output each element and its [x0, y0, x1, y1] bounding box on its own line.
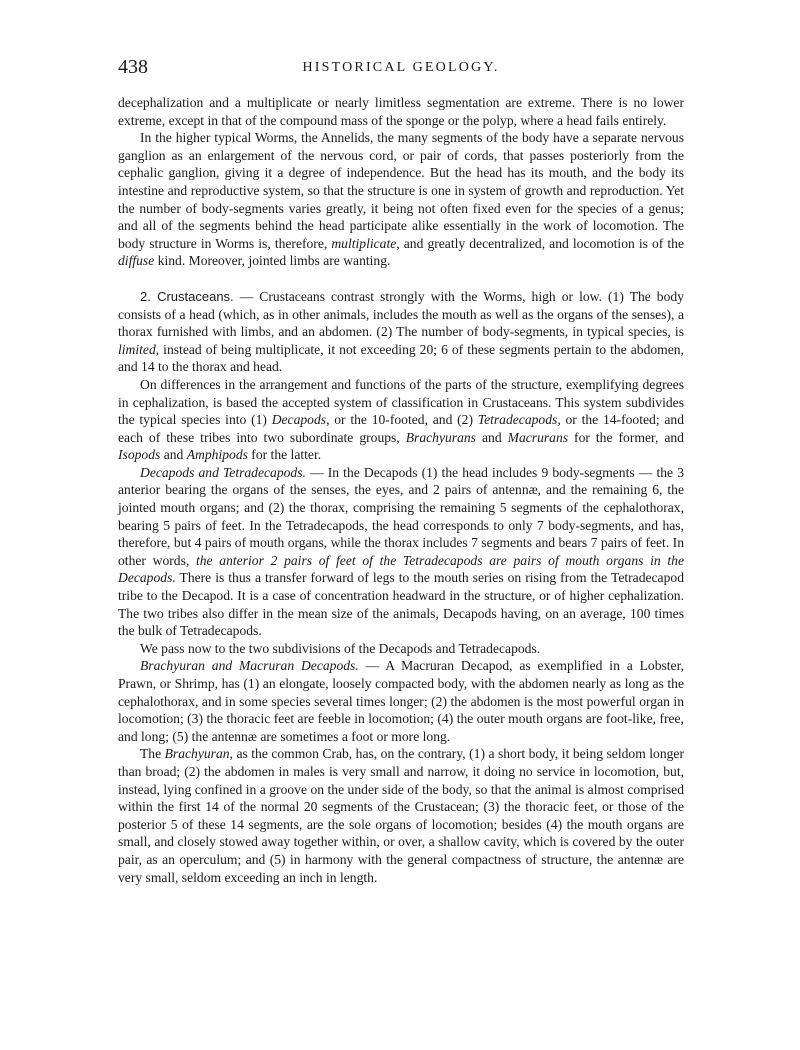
section-gap [118, 270, 684, 288]
running-title: HISTORICAL GEOLOGY. [302, 60, 500, 75]
paragraph-classification: On differences in the arrangement and functions of the parts of the structure, exemplifying degrees in cephalization, is based the accepted system of classification in Crustaceans. This system subdivides the typical species into (1) Decapods, or the 10-footed, and (2) Tetradecapods, or the 14-footed; and each of these tribes into two subordinate groups, Brachyurans and Macrurans for the former, and Isopods and Amphipods for the latter. [118, 376, 684, 463]
paragraph-subdivisions: We pass now to the two subdivisions of the Decapods and Tetradecapods. [140, 640, 541, 656]
section-heading: 2. Crustaceans. [140, 288, 234, 304]
paragraph-decephalization: decephalization and a multiplicate or nearly limitless segmentation are extreme. There is no lower extreme, except in that of the compound mass of the sponge or the polyp, where a head fails entirely. [118, 95, 684, 128]
body-text [118, 94, 684, 886]
paragraph-brachyuran: The Brachyuran, as the common Crab, has, on the contrary, (1) a short body, it being seldom longer than broad; (2) the abdomen in males is very small and narrow, it doing no service in locomotion, but, instead, lying confined in a groove on the under side of the body, so that the animal is almost comprised within the first 14 of the normal 20 segments of the Crustacean; (3) the thoracic feet, or those of the posterior 5 of these 14 segments, are the sole organs of locomotion; besides (4) the mouth organs are small, and closely stowed away together within, or over, a shallow cavity, which is covered by the outer pair, as an operculum; and (5) in harmony with the general compactness of structure, the antennæ are very small, seldom exceeding an inch in length. [118, 746, 684, 885]
page-number: 438 [118, 56, 148, 78]
paragraph-macruran: Brachyuran and Macruran Decapods. — A Macruran Decapod, as exemplified in a Lobster, Prawn, or Shrimp, has (1) an elongate, loosely compacted body, with the abdomen nearly as long as the cephalothorax, and in some species several times longer; (2) the abdomen is the most powerful organ in locomotion; (3) the thoracic feet are feeble in locomotion; (4) the outer mouth organs are foot-like, free, and long; (5) the antennæ are sometimes a foot or more long. [118, 658, 684, 744]
page-header [118, 56, 684, 80]
paragraph-decapods-tetradecapods: Decapods and Tetradecapods. — In the Decapods (1) the head includes 9 body-segments — the 3 anterior bearing the organs of the senses, the eyes, and 2 pairs of antennæ, and the remaining 6, the jointed mouth organs; and (2) the thorax, comprising the remaining 5 segments of the cephalothorax, bearing 5 pairs of feet. In the Tetradecapods, the head corresponds to only 7 body-segments, and has, therefore, but 4 pairs of mouth organs, while the thorax includes 7 segments and bears 7 pairs of feet. In other words, the anterior 2 pairs of feet of the Tetradecapods are pairs of mouth organs in the Decapods. There is thus a transfer forward of legs to the mouth series on rising from the Tetradecapod tribe to the Decapod. It is a case of concentration headward in the structure, or of higher cephalization. The two tribes also differ in the mean size of the animals, Decapods having, on an average, 100 times the bulk of Tetradecapods. [118, 464, 685, 639]
paragraph-annelids: In the higher typical Worms, the Annelids, the many segments of the body have a separate nervous ganglion as an enlargement of the nervous cord, or pair of cords, that passes posteriorly from the cephalic ganglion, giving it a degree of independence. But the head has its mouth, and the body its intestine and reproductive system, so that the structure is one in system of growth and reproduction. Yet the number of body-segments varies greatly, it being not often fixed even for the species of a genus; and all of the segments behind the head participate alike essentially in the work of locomotion. The body structure in Worms is, therefore, multiplicate, and greatly decentralized, and locomotion is of the diffuse kind. Moreover, jointed limbs are wanting. [118, 130, 684, 269]
paragraph-crustaceans: 2. Crustaceans. — Crustaceans contrast strongly with the Worms, high or low. (1) The body consists of a head (which, as in other animals, includes the mouth as well as the organs of the senses), a thorax furnished with limbs, and an abdomen. (2) The number of body-segments, in typical species, is limited, instead of being multiplicate, it not exceeding 20; 6 of these segments pertain to the abdomen, and 14 to the thorax and head. [118, 288, 684, 375]
